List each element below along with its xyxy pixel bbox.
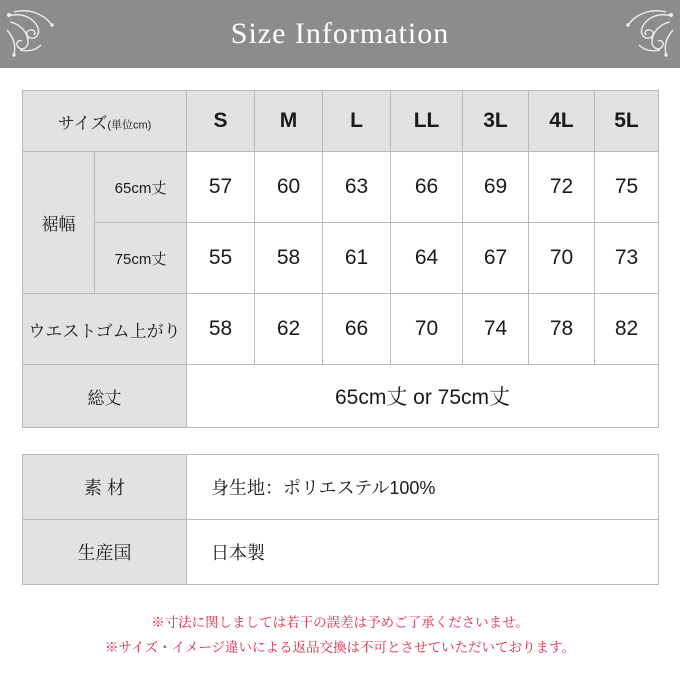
cell-hem75-5l: 73 [595,223,659,294]
column-header-s: S [187,91,255,152]
table-row [23,152,659,223]
column-header-5l: 5L [595,91,659,152]
size-label-text: サイズ [57,113,108,133]
cell-material-value: 身生地：ポリエステル100% [187,455,659,520]
cell-waist-s: 58 [187,294,255,365]
table-row [23,365,659,428]
cell-total-length-value: 65cm丈 or 75cm丈 [187,365,659,428]
cell-hem65-l: 63 [323,152,391,223]
row-label-material: 素 材 [23,455,187,520]
cell-waist-4l: 78 [529,294,595,365]
size-table [22,90,659,428]
row-sublabel-65cm: 65cm丈 [95,152,187,223]
row-label-waist: ウエストゴム上がり [23,294,187,365]
page-title: Size Information [230,17,450,50]
column-header-m: M [255,91,323,152]
column-header-3l: 3L [463,91,529,152]
cell-hem65-4l: 72 [529,152,595,223]
table-row [23,520,659,585]
column-header-4l: 4L [529,91,595,152]
column-header-ll: LL [391,91,463,152]
flourish-ornament-icon [4,6,64,62]
cell-hem75-3l: 67 [463,223,529,294]
cell-hem65-m: 60 [255,152,323,223]
cell-hem65-s: 57 [187,152,255,223]
cell-country-value: 日本製 [187,520,659,585]
row-label-total-length: 総丈 [23,365,187,428]
cell-hem65-ll: 66 [391,152,463,223]
cell-hem75-ll: 64 [391,223,463,294]
table-row [23,294,659,365]
flourish-ornament-icon [616,6,676,62]
table-row-header [23,91,659,152]
cell-hem75-s: 55 [187,223,255,294]
material-table-container [0,454,680,585]
note-line-2: ※サイズ・イメージ違いによる返品交換は不可とさせていただいております。 [105,639,575,655]
note-line-1: ※寸法に関しましては若干の誤差は予めご了承くださいませ。 [151,615,529,630]
cell-hem65-5l: 75 [595,152,659,223]
header-banner [0,0,680,68]
cell-waist-m: 62 [255,294,323,365]
table-row [23,455,659,520]
row-sublabel-75cm: 75cm丈 [95,223,187,294]
size-unit-note: (単位cm) [107,119,152,132]
cell-hem75-l: 61 [323,223,391,294]
table-row [23,223,659,294]
cell-hem65-3l: 69 [463,152,529,223]
row-group-label-hemwidth: 裾幅 [23,152,95,294]
disclaimer-notes [0,611,680,661]
size-row-label [23,91,187,152]
column-header-l: L [323,91,391,152]
cell-waist-l: 66 [323,294,391,365]
material-table [22,454,659,585]
size-table-container [0,90,680,428]
cell-hem75-4l: 70 [529,223,595,294]
row-label-country: 生産国 [23,520,187,585]
cell-waist-3l: 74 [463,294,529,365]
cell-hem75-m: 58 [255,223,323,294]
cell-waist-ll: 70 [391,294,463,365]
cell-waist-5l: 82 [595,294,659,365]
